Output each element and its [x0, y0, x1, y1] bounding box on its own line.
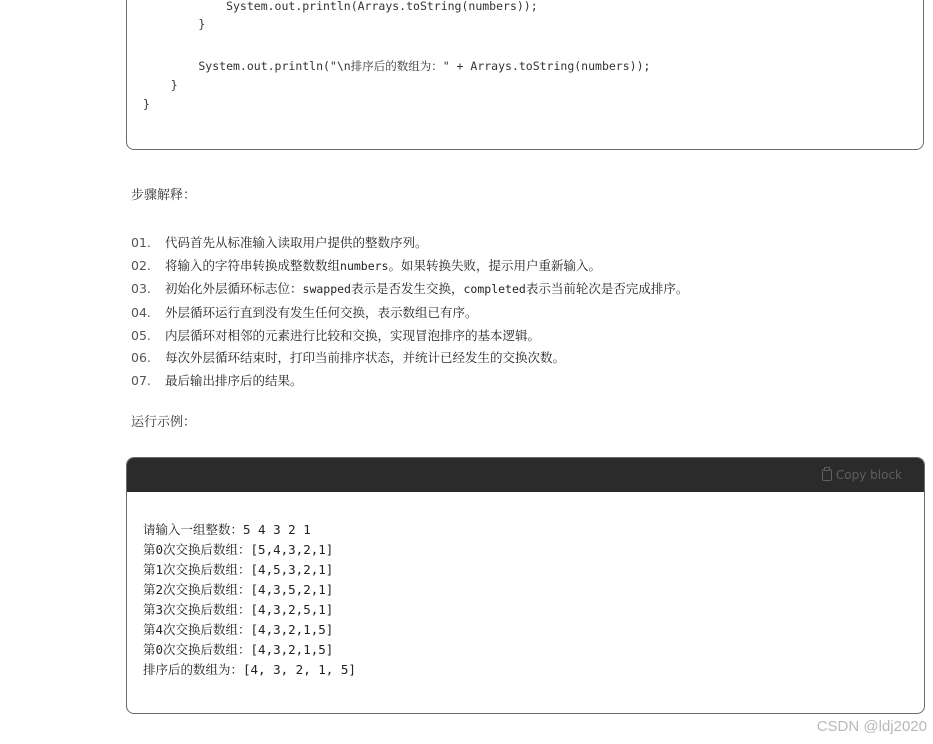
copy-block-label: Copy block: [835, 468, 902, 482]
list-item: [131, 303, 478, 321]
code-line: }: [143, 17, 206, 31]
code-block-header: [127, 458, 924, 492]
output-code-block: [126, 457, 925, 714]
code-line: }: [143, 78, 178, 92]
steps-heading: 步骤解释：: [131, 188, 197, 203]
output-line: 排序后的数组为：[4, 3, 2, 1, 5]: [143, 662, 356, 677]
copy-block-button[interactable]: [822, 467, 902, 483]
output-line: 第0次交换后数组：[4,3,2,1,5]: [143, 642, 334, 657]
step-number: 03.: [131, 281, 151, 296]
output-line: 第2次交换后数组：[4,3,5,2,1]: [143, 582, 334, 597]
output-line: 第4次交换后数组：[4,3,2,1,5]: [143, 622, 334, 637]
code-line: System.out.println("\n排序后的数组为：" + Arrays.toString(numbers));: [143, 59, 651, 73]
code-block-top: [126, 0, 924, 150]
step-number: 02.: [131, 258, 151, 273]
step-number: 05.: [131, 328, 151, 343]
list-item: [131, 279, 688, 297]
code-line: }: [143, 97, 150, 111]
step-text: 外层循环运行直到没有发生任何交换，表示数组已有序。: [165, 305, 478, 320]
step-text: 内层循环对相邻的元素进行比较和交换，实现冒泡排序的基本逻辑。: [165, 328, 541, 343]
list-item: [131, 348, 565, 366]
step-number: 06.: [131, 350, 151, 365]
step-number: 01.: [131, 235, 151, 250]
step-number: 07.: [131, 373, 151, 388]
step-text: 最后输出排序后的结果。: [165, 373, 303, 388]
step-text: 表示当前轮次是否完成排序。: [525, 281, 689, 296]
inline-code: numbers: [340, 259, 389, 273]
example-heading: 运行示例：: [131, 415, 197, 430]
list-item: [131, 256, 601, 274]
output-line: 请输入一组整数：5 4 3 2 1: [143, 522, 311, 537]
list-item: [131, 371, 303, 389]
step-number: 04.: [131, 305, 151, 320]
inline-code: completed: [463, 282, 526, 296]
list-item: [131, 233, 428, 251]
code-line: System.out.println(Arrays.toString(numbers));: [143, 0, 538, 13]
output-line: 第1次交换后数组：[4,5,3,2,1]: [143, 562, 334, 577]
inline-code: swapped: [302, 282, 351, 296]
step-text: 每次外层循环结束时，打印当前排序状态，并统计已经发生的交换次数。: [165, 350, 566, 365]
list-item: [131, 326, 540, 344]
watermark: CSDN @ldj2020: [816, 718, 927, 735]
clipboard-icon: [822, 469, 832, 481]
step-text: 代码首先从标准输入读取用户提供的整数序列。: [165, 235, 428, 250]
output-line: 第0次交换后数组：[5,4,3,2,1]: [143, 542, 334, 557]
step-text: 将输入的字符串转换成整数数组: [165, 258, 341, 273]
output-line: 第3次交换后数组：[4,3,2,5,1]: [143, 602, 334, 617]
step-text: 。如果转换失败，提示用户重新输入。: [388, 258, 601, 273]
step-text: 表示是否发生交换，: [350, 281, 464, 296]
step-text: 初始化外层循环标志位：: [165, 281, 303, 296]
